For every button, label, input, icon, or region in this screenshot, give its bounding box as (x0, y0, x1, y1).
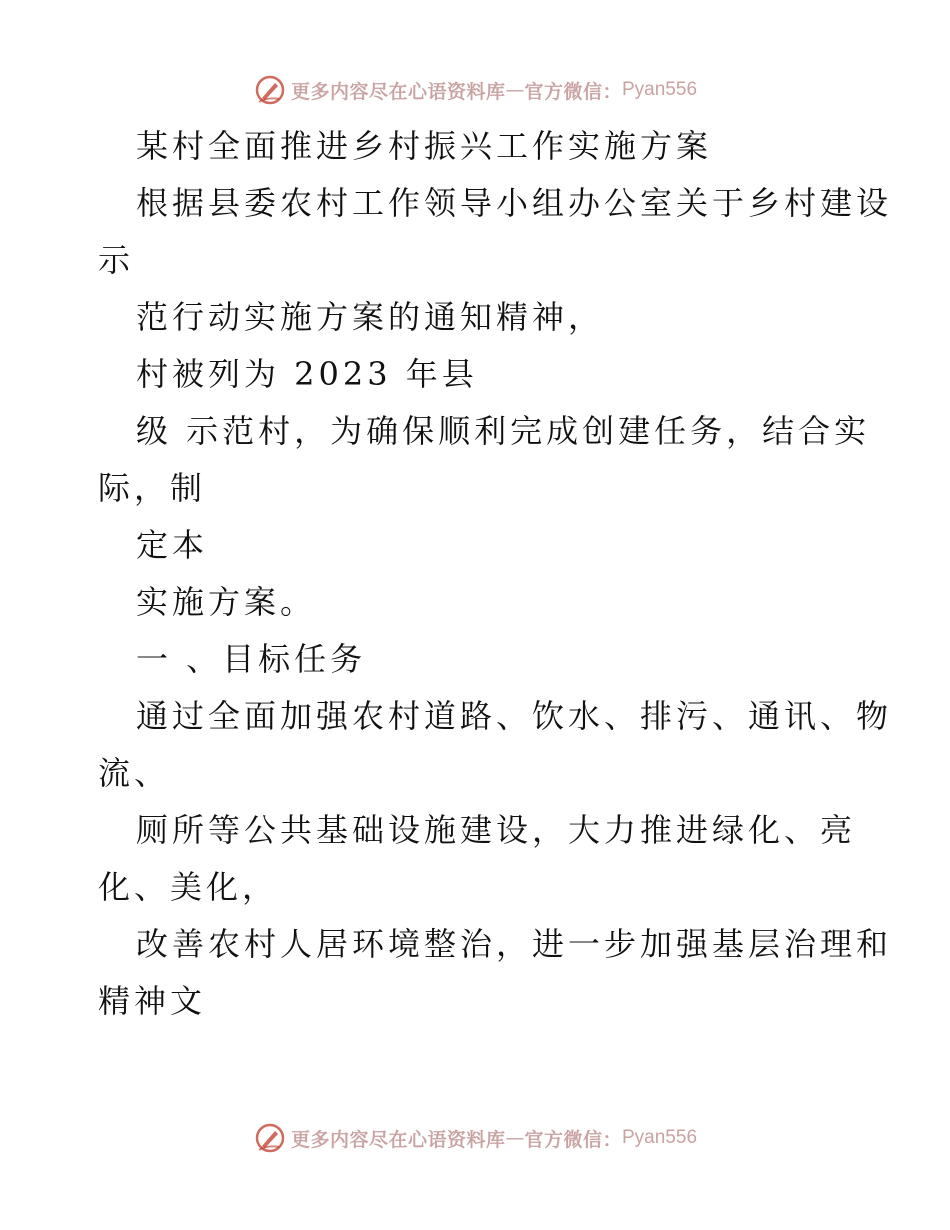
section-heading: 一 、目标任务 (136, 640, 367, 678)
paragraph-line: 村被列为 2023 年县 (136, 355, 478, 393)
watermark-separator: — (505, 79, 525, 101)
paragraph-line: 通过全面加强农村道路、饮水、排污、通讯、物 (136, 697, 893, 735)
document-title: 某村全面推进乡村振兴工作实施方案 (136, 127, 713, 165)
paragraph-line: 定本 (136, 526, 209, 564)
watermark-official-label: 官方微信： (524, 80, 622, 103)
watermark-official-label: 官方微信： (524, 1128, 622, 1151)
paragraph-line: 精神文 (98, 982, 207, 1020)
paragraph-line: 实施方案。 (136, 583, 317, 621)
footer-watermark (0, 1118, 950, 1158)
paragraph-line: 化、美化， (98, 868, 279, 906)
paragraph-line: 流、 (98, 754, 171, 792)
paragraph-line: 示 (98, 241, 135, 279)
paragraph-line: 厕所等公共基础设施建设，大力推进绿化、亮 (136, 811, 857, 849)
paragraph-line: 改善农村人居环境整治，进一步加强基层治理和 (136, 925, 893, 963)
document-body (98, 118, 893, 1030)
pen-logo-icon (253, 1121, 287, 1155)
paragraph-line: 际，制 (98, 469, 207, 507)
watermark-wechat-id: Pyan556 (622, 79, 698, 100)
paragraph-line: 根据县委农村工作领导小组办公室关于乡村建设 (136, 184, 893, 222)
paragraph-line: 范行动实施方案的通知精神， (136, 298, 605, 336)
watermark-site-text: 更多内容尽在心语资料库 (290, 80, 506, 103)
paragraph-line: 级 示范村，为确保顺利完成创建任务，结合实 (136, 412, 871, 450)
watermark-wechat-id: Pyan556 (622, 1127, 698, 1148)
pen-logo-icon (253, 73, 287, 107)
watermark-separator: — (505, 1127, 525, 1149)
watermark-site-text: 更多内容尽在心语资料库 (290, 1128, 506, 1151)
header-watermark (0, 70, 950, 110)
